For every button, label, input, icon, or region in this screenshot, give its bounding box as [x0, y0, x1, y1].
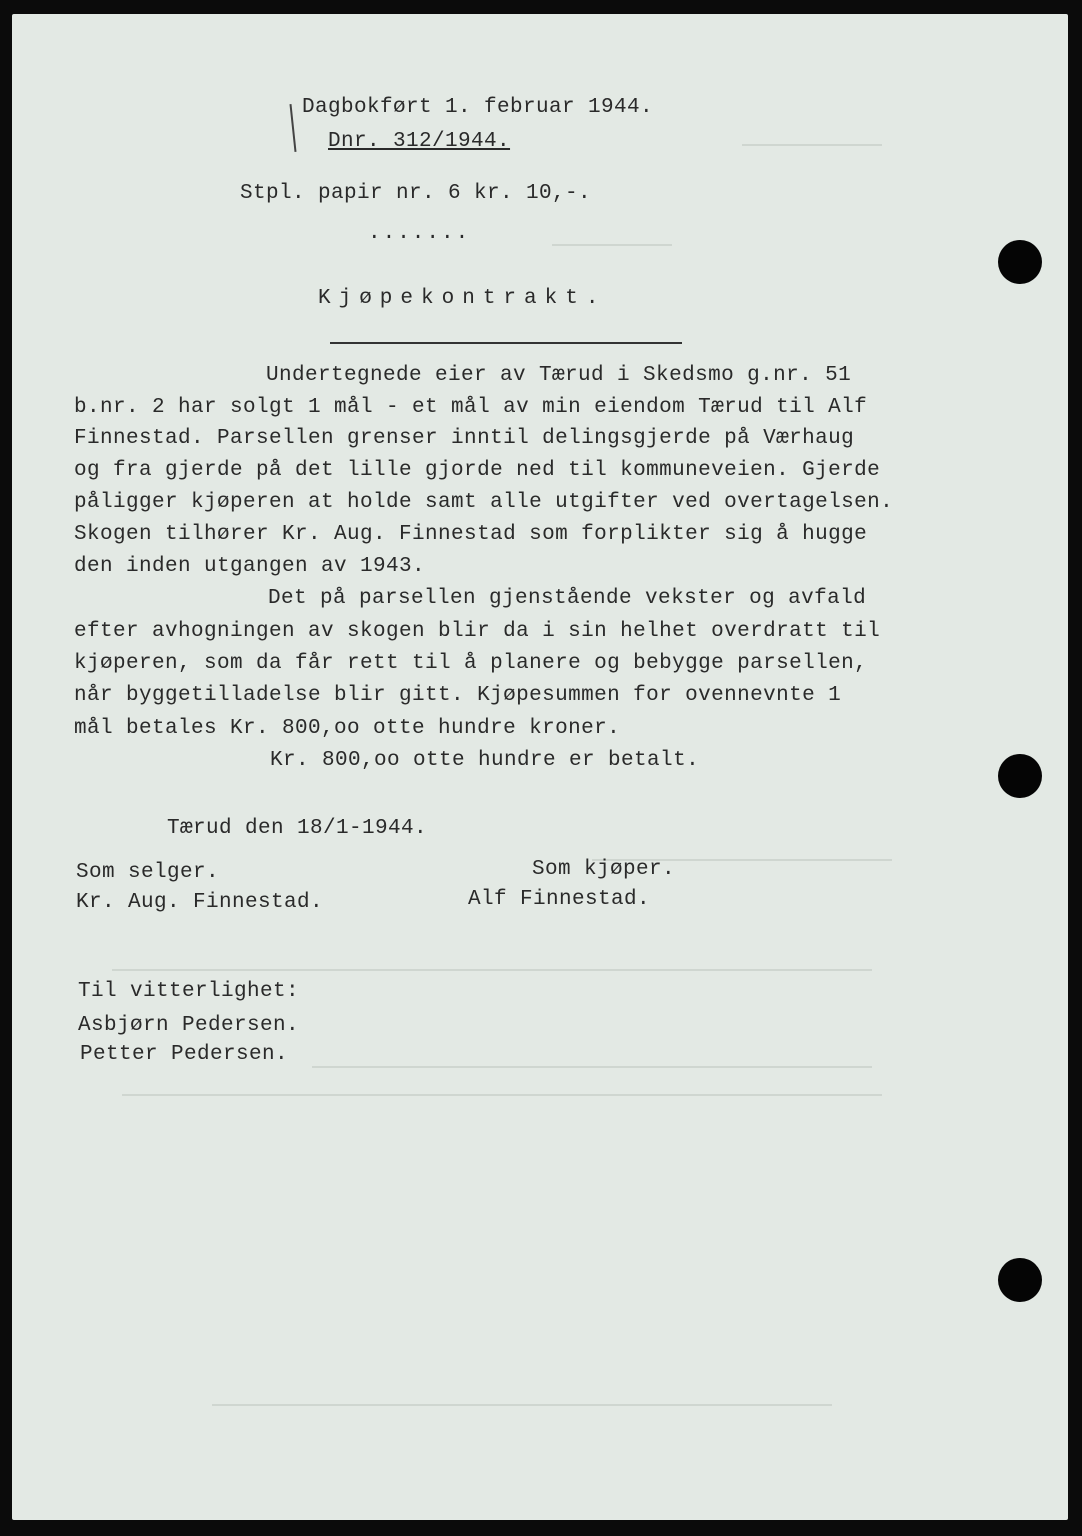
- body-line: og fra gjerde på det lille gjorde ned til kommuneveien. Gjerde: [74, 459, 881, 482]
- body-line: når byggetilladelse blir gitt. Kjøpesummen for ovennevnte 1: [74, 684, 842, 707]
- body-line: den inden utgangen av 1943.: [74, 555, 426, 578]
- witness-name: Asbjørn Pedersen.: [78, 1014, 300, 1037]
- body-line: efter avhogningen av skogen blir da i sin helhet overdratt til: [74, 620, 881, 643]
- punch-hole: [998, 240, 1042, 284]
- dots-separator: .......: [368, 222, 471, 245]
- body-line: Kr. 800,oo otte hundre er betalt.: [270, 749, 700, 772]
- body-line: kjøperen, som da får rett til å planere og bebygge parsellen,: [74, 652, 868, 675]
- body-line: b.nr. 2 har solgt 1 mål - et mål av min eiendom Tærud til Alf: [74, 396, 868, 419]
- document-title: Kjøpekontrakt.: [318, 287, 607, 310]
- witness-label: Til vitterlighet:: [78, 980, 300, 1003]
- seller-name: Kr. Aug. Finnestad.: [76, 891, 324, 914]
- stamp-paper-line: Stpl. papir nr. 6 kr. 10,-.: [240, 182, 592, 205]
- bleed-through-mark: [552, 244, 672, 246]
- punch-hole: [998, 1258, 1042, 1302]
- margin-pen-mark: [289, 104, 296, 152]
- bleed-through-mark: [742, 144, 882, 146]
- body-line: påligger kjøperen at holde samt alle utgifter ved overtagelsen.: [74, 491, 894, 514]
- body-line: Det på parsellen gjenstående vekster og avfald: [268, 587, 867, 610]
- body-line: Skogen tilhører Kr. Aug. Finnestad som forplikter sig å hugge: [74, 523, 868, 546]
- seller-label: Som selger.: [76, 861, 220, 884]
- body-line: Undertegnede eier av Tærud i Skedsmo g.nr. 51: [266, 364, 852, 387]
- place-and-date: Tærud den 18/1-1944.: [167, 817, 428, 840]
- bleed-through-mark: [122, 1094, 882, 1096]
- buyer-name: Alf Finnestad.: [468, 888, 651, 911]
- bleed-through-mark: [312, 1066, 872, 1068]
- document-number: Dnr. 312/1944.: [328, 130, 511, 153]
- buyer-label: Som kjøper.: [532, 858, 676, 881]
- witness-name: Petter Pedersen.: [80, 1043, 289, 1066]
- title-underline: [330, 342, 682, 344]
- bleed-through-mark: [112, 969, 872, 971]
- journal-line: Dagbokført 1. februar 1944.: [302, 96, 654, 119]
- document-page: [12, 14, 1068, 1520]
- punch-hole: [998, 754, 1042, 798]
- bleed-through-mark: [212, 1404, 832, 1406]
- body-line: mål betales Kr. 800,oo otte hundre kroner.: [74, 717, 621, 740]
- body-line: Finnestad. Parsellen grenser inntil delingsgjerde på Værhaug: [74, 427, 855, 450]
